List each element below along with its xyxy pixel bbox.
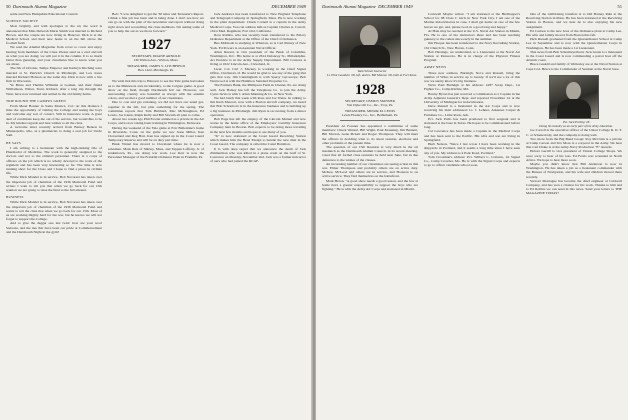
class-year-heading: 1927 — [141, 37, 171, 54]
photo-caption: Doing his laundry as an early part of his Army education. — [539, 123, 613, 128]
body-paragraph: Bantry Byron has just received a commission as a Captain in the Army Adjutant General's Dept. and reported November 1st at the University of Michigan for indoctrination. — [424, 91, 520, 105]
body-paragraph: I am writing to a lieutenant with the high-ranking title of Pharmacist of Medicine. The work is generally assigned to the doctors and not to the enlisted personnel. There is a corps of officers on the job which is no wholly devoted to the work of the regiment and has been very interesting so far. The time is now running short for the Class and I hope to find a place in civilian life. — [6, 145, 102, 176]
body-paragraph: It is with deep regret that we announce the death of Jack Zimmerman who was killed in a plane crash on the Gulf of St. Lawrence on Monday, November 2nd. Jack was a former instructor of ours who had joined the RCAF. — [210, 146, 306, 164]
photo-title: Tank School Instructor — [357, 69, 387, 73]
left-col-3 — [210, 12, 306, 416]
portrait-photo — [549, 75, 599, 119]
running-header-left — [6, 4, 306, 12]
photo-torso — [350, 45, 390, 67]
body-paragraph: An increasing number of our classmates are seeing action in this war. Elmer Thompson and probably others are on active duty. McKee, McLeod and others are in service, and Houston is on active service. They find themselves on the battlefront. — [322, 161, 418, 179]
body-paragraph: Jack Andrews has been transferred to New England Telephone and Telegraph Company in Springfield, Mass. He is now working in the plant department. Chuck Cornell is a captain in the Army Medical Corps. You can address him as Captain Charles A. Carroll, 161st Med. Regiment, Fort Ord, California. — [210, 12, 306, 33]
body-paragraph: From Mead Bonner in Santa Monica, Cal.: At this distance I miss the opportunity of visiting the College and seeing the boys and welcome any sort of contact. Still in insurance work. A great deal of conditions keep me out of the service, but would like to be in. My kindest regards and best wishes to all the class. — [6, 104, 102, 125]
body-paragraph: We read the Alumni Magazine from cover to cover and enjoy hearing from members of the Class. Please send us a card and tell us what you are doing; we will put it in the column. It is so much better than guessing, and your classmates like to know what you are about. — [6, 45, 102, 67]
photo-caption: Lt. Eliot Goodwin '28, left, and Lt. Bill Monroe '28, both at Fort Knox. — [326, 72, 418, 77]
body-paragraph: Cal Lawrence has been made a Captain in the Medical Corps and has been sent to the Pacific. His wife and son are living in Springfield. — [424, 129, 520, 142]
body-paragraph: Dick Russell graduated from the Quartermaster School at Camp Lee in September and is now with the Quartermaster Corps in Washington. He has been made a 1st Lieutenant. — [526, 37, 622, 50]
body-paragraph: Due to cost and gas rationing, we did not have our usual get-together in the fall, but plan something for the spring. The committee reports that Tom Hubbard, Mac McNaughton, Ed Lewis, Joe Glenn, Ralph Kelly and Bill Slocum all plan to come. — [108, 100, 204, 118]
right-col-2 — [424, 12, 520, 416]
section-divider — [126, 75, 186, 76]
body-paragraph: The Farmers Bank, the Phillipson Farm in Chester, Pa. are doing well. Jack Halsey has left the Telephone Co. to join the Army. Cyrus Jarvis is with J. Allen Manning & Co. in New York. — [210, 83, 306, 96]
magazine-title: Dartmouth Alumni Magazine — [322, 4, 376, 9]
body-paragraph: Maybe you didn't know that Bill Anderson is now in Washington. He has taken a job as a lieutenant commander with the Bureau of Navigation, and his wife and children moved there recently. — [526, 162, 622, 179]
class-officer-line: TREASURER, MINOR M. LEWIS — [344, 108, 396, 113]
body-paragraph: settle and New Hampshire Educational Council. — [10, 12, 79, 16]
page-number: 51 — [617, 4, 622, 9]
left-col-1 — [6, 12, 102, 416]
body-paragraph: Mark Heron, "A good show needs a good reason, and the few at home have a greater responsibility to support the boys who are fighting." He is with the Army Air Corps and stationed in Miami. — [322, 178, 418, 192]
class-officer-address: 130 Walton Ave., Walton, Mass. — [133, 58, 179, 63]
body-paragraph: And to give the dagger one last twist: how are your wool Stetsons, and the ties that have been our pride at Commencement and the Dartmouth Night in the gym? — [6, 221, 102, 234]
body-paragraph: Bob: "I was delighted to get the '36 letter and Treasurer's Report. I think a fine job has been and is being done. I don't see how we can go on with the plan of the newsletter and report without doing right down and reconciling the class members. I'm asking some of you to help me out as we move forward." — [108, 12, 204, 33]
body-paragraph: Two more from the Big Band Group: Roy McClain is a private at Camp Carson and Tex Moss is a corporal in the Army. We hear that Carl Drake is at the Army-Navy Production "E" Awards. — [526, 136, 622, 150]
body-paragraph: Dave Russell is a lieutenant in the Air Corps and is now receiving his mail addressed: Lt. J. Lehner, Arkansas Carpet & Furniture Co., Little Rock, Ark. — [424, 104, 520, 117]
class-officer-address: Van Dyke Oil Co., Inc., Troy, Pa. — [346, 102, 394, 107]
right-col-3 — [526, 12, 622, 416]
portrait-photo — [339, 16, 401, 68]
section-divider — [340, 120, 400, 121]
photo-title: Pvt. Jack Prellog '28 — [562, 119, 590, 124]
body-paragraph: Pvt. Jack Pullo has been promoted to first sergeant and is stationed at the base in Texas. He hopes to be commissioned before long. — [424, 116, 520, 130]
body-paragraph: Ye Bruss and Thelma Williams at Goshen, and their friend Williamson, Walter, Trent, Richard, after a long trip through the West, have now returned and settled in the old family home. — [6, 83, 102, 96]
body-paragraph: Joe Carroll is the executive officer of the Union College R. O. T. C. at Schenectady, and the company is doing well. — [526, 128, 622, 137]
issue-date: DECEMBER 1949 — [378, 4, 413, 9]
photo-face — [566, 82, 581, 100]
body-paragraph: The question of our 15th Reunion is very much in the air inasmuch as the Dartmouth Alumni Council, in its recent meeting, voted that all formal class reunions be held next June, but in due deference to the wishes of the classes. — [322, 144, 418, 162]
right-page — [316, 0, 628, 420]
section-heading: SCIENCE SOCIETY — [6, 19, 39, 24]
body-paragraph: The 5th of October, Tempe Emperor and Kathryn Kitching were married at St. Patrick's Church in Pittsburgh, and Lou Jones married Richard Hobson on the same day. Dick is now with a law firm in Worcester. — [6, 66, 102, 84]
page-number: 50 — [6, 4, 11, 9]
body-paragraph: Three new soldiers, Burleigh, Nova and Russell, bring the number of Whos in service up to twenty. If we'll see a lot of this war we surely know it's big business. — [424, 70, 520, 84]
section-heading: TRIP ROUND THE CAMPUS GREEN — [6, 98, 66, 103]
section-heading: BUSINESS — [6, 195, 24, 200]
photo-torso — [557, 99, 591, 118]
body-paragraph: Most brightly, and with apologies to the ed, the word is announced that Miss Deborah Marie Smith was married to Richard Brown, and the couple are now living in Hanover. Dick is at the Medical School and their new home is on the hill above the football field. — [6, 24, 102, 46]
body-paragraph: Tom Crossman's address: Pvt. Wilbert C. Colburn, 1st Signal Co., Camp Crowder, Mo. He is with the Signal Corps and expects to go to officer candidate school soon. — [424, 154, 520, 168]
body-paragraph: Bob Hastings, we understand, is a Lieutenant at the Naval Air Station at Pensacola. He is in charge of the Physical Fitness Program. — [424, 49, 520, 63]
left-page — [0, 0, 312, 420]
body-paragraph: One of the trailblazing transfers is to Old Barney Rain at the Receiving Station in Mass. He has been stationed at the Receiving Station in Boston, and we hear he is also enjoying his new assignment. — [526, 12, 622, 29]
body-paragraph: Cornwall Mayne writes: "I am stationed at the Birdhopper's School for 98 Class C Girls in New York City. I am one of the Marine indoctrinators in case, I shall get home on one of the few leaves we get, and, please God, in a good long and happy." — [424, 12, 520, 29]
body-paragraph: While Dick Mandel is in service, Bob Novaresi has taken over the important job of chairman of the 1936 Memorial Fund and writes: I want to tell you that when we go back for our 15th reunion we are going to raise the fund to the full amount. — [6, 175, 102, 192]
body-paragraph: A welcome letter recently arrived from Barney Benton in Minneapolis, who, as a pharmacist, is doing a real job for Uncle Sam. — [6, 125, 102, 138]
body-paragraph: During the weekend of the Yale game at Eric Ballentine's home in Riverside, Conn. on the game we saw Jesse Miller, Ken Cleaveland and Reg Barr. Ken has signed up in the Coast Guard Temporary Reserve and will be on duty part time. — [108, 125, 204, 143]
body-paragraph: We wish that this trip to Hanover to see the Yale game had taken us to the Minnesota and, incidentally, to the Colgate game. A good show on the field, though Dartmouth fell out. However, our surrounding country was beautiful as always with the autumn colors, and we met a good number of our classmates. — [108, 79, 204, 101]
body-paragraph: We had lunch this week with Ross and Joe Weiss. In talking to Jim Raab Mescott, now with a Boston aircraft company, we heard that Bob Schonborn is in the insurance business and is building up a big business in Pittsburgh. Jim Ryan is recovering from a minor operation. — [210, 96, 306, 117]
body-paragraph: Jim Hooper has been transferred to the Navy Recruiting Station, 161 Church St., New Haven, Conn. — [424, 41, 520, 50]
class-year-heading: 1928 — [355, 81, 385, 98]
body-paragraph: Ross Rollins, who has recently been transferred to the Emory Ordnance Department at the Office of the Chief of Ordnance. — [210, 33, 306, 42]
body-paragraph: We're Paul Burleigh at his address: 4187 Scrap Dept., 1st Fighter Co., Camp Ritchie, Md. — [424, 83, 520, 92]
body-paragraph: This news from Bob Schermeyerhorn: Jack Green is a lieutenant in the Coast Guard and is now commanding a patrol boat off the Atlantic coast. — [526, 49, 622, 63]
body-paragraph: "K" is now stationed at the Coast Guard Receiving Station which makes him the Head Ensign to handle the new men in the Coast Guard. The company is called the Canal Battalion. — [210, 133, 306, 147]
body-paragraph: Bob Page has left the employ of the Lincoln Mutual and now works in the home office of the Employers' Liability Insurance Company here in Boston. Bob expects to be doing more traveling in the next few months and hopes to see many of you. — [210, 117, 306, 134]
issue-date: DECEMBER 1949 — [271, 4, 306, 9]
body-paragraph: Lieut. Col. Carl J. Mackey is working in the Chief Signal Office, Cincinnati, O. He would be glad to see any of the gang that gets that way. Jim Cunningham is with Sperry Gyroscope. Bob Westwood is with the Hamilton Standard Propeller Co. — [210, 66, 306, 84]
class-officer-line: SECRETARY, OSMUN SKINNER — [345, 98, 395, 103]
magazine-title: Dartmouth Alumni Magazine — [12, 4, 67, 9]
body-paragraph: About two weeks ago Phil Fowler enlisted as a private in the Air Corps, and is now taking basic training in Wilmington, Delaware. — [108, 117, 204, 126]
body-paragraph: Ed Carlson is the new boss of the Ordnance plant at Camp Lee. His wife and family moved from Boston this fall. — [526, 28, 622, 38]
body-paragraph: Allen Reeves is vice president of the Bank of Columbia, Washington, D.C. His home is at 2614 Delancey St., Philadelphia. Art Prentice is in the Army Supply Department. Bill Connors is living at 1022 Lincoln Ave., Cleveland, O. — [210, 49, 306, 67]
section-heading: HE SAYS — [6, 140, 22, 145]
left-col-2 — [108, 12, 204, 416]
photo-face — [360, 25, 378, 47]
section-heading: ARMY NEWS — [424, 65, 447, 70]
body-paragraph: While Dick Mandel is in service, Bob Novaresi has taken over the important job of chairman of the 1936 Memorial Fund and wants to tell the class that when we go back for our 15th. Most of us are working mighty hard for the war, but he knows we will not forget to support the College. — [6, 200, 102, 222]
class-officer-address: Lewis Hosiery Co., Inc., Bethlehem, Pa. — [341, 112, 399, 117]
right-col-1 — [322, 12, 418, 416]
body-paragraph: Stewart Montague has become the chief engineer at Caldwell Company, and has won a citation for his work. Thanks to him and to Ed Rollins we can send in this news. Send your letters to THE MAGAZINE TODAY! — [526, 178, 622, 196]
class-officer-line: SECRETARY, DOANE ARNOLD — [131, 54, 181, 59]
body-paragraph: President Al Fossner has appointed a committee of some members: Chuck Wenzel, Bill Wight, Paul Kraening, Jim Bennett, Bill Morton, Gene Pickett and Roger Thompson. They will meet the officers in deciding what to do about reunion, elections and other problems at the present time. — [322, 123, 418, 145]
body-paragraph: Herb Nelson, "Since I last wrote I have been working in the shipyards in Portland, and it seems a long time since I have seen any of you. My address is 4 Park Road, Portland." — [424, 142, 520, 155]
body-paragraph: Al Hale may be reached at the U.S. Naval Air Station in Miami, Fla. He is one of the instructors there and has been teaching gunnery to the cadets since early in the summer. — [424, 28, 520, 42]
body-paragraph: Bruce Gaskill and family of Wellesley are at the Naval Station at Cape Cod. Bruce is the Commander of Seaman at the Naval base. — [526, 62, 622, 71]
class-officer-line: TREASURER, JAMES S. LITCHFIELD — [126, 64, 186, 69]
body-paragraph: Bus McIntosh is studying at Wharton, as is Carl Pinney of New York. Ed Powers is an Assistant Naval Officer. — [210, 41, 306, 50]
body-paragraph: Hobart Gerrill is vice president of Vinton College Shops. We were sorry to hear of his loss. Ed Ferris was wounded in North Africa. We hope to hear more soon. — [526, 149, 622, 162]
class-officer-address: Box 1422, Pittsburgh, Pa. — [138, 68, 174, 73]
body-paragraph: Hank Vinnal has moved to Cleveland where he is now a salesman. Mark Reis of Shirley, Mass. and Tappen Lafferty, Jr. of Jenkintown, Pa., are doing war work. Lee Kerr is now the Personnel Manager of the Franklin Ordnance Plant in Franklin, Pa. — [108, 142, 204, 160]
running-header-right — [322, 4, 622, 12]
